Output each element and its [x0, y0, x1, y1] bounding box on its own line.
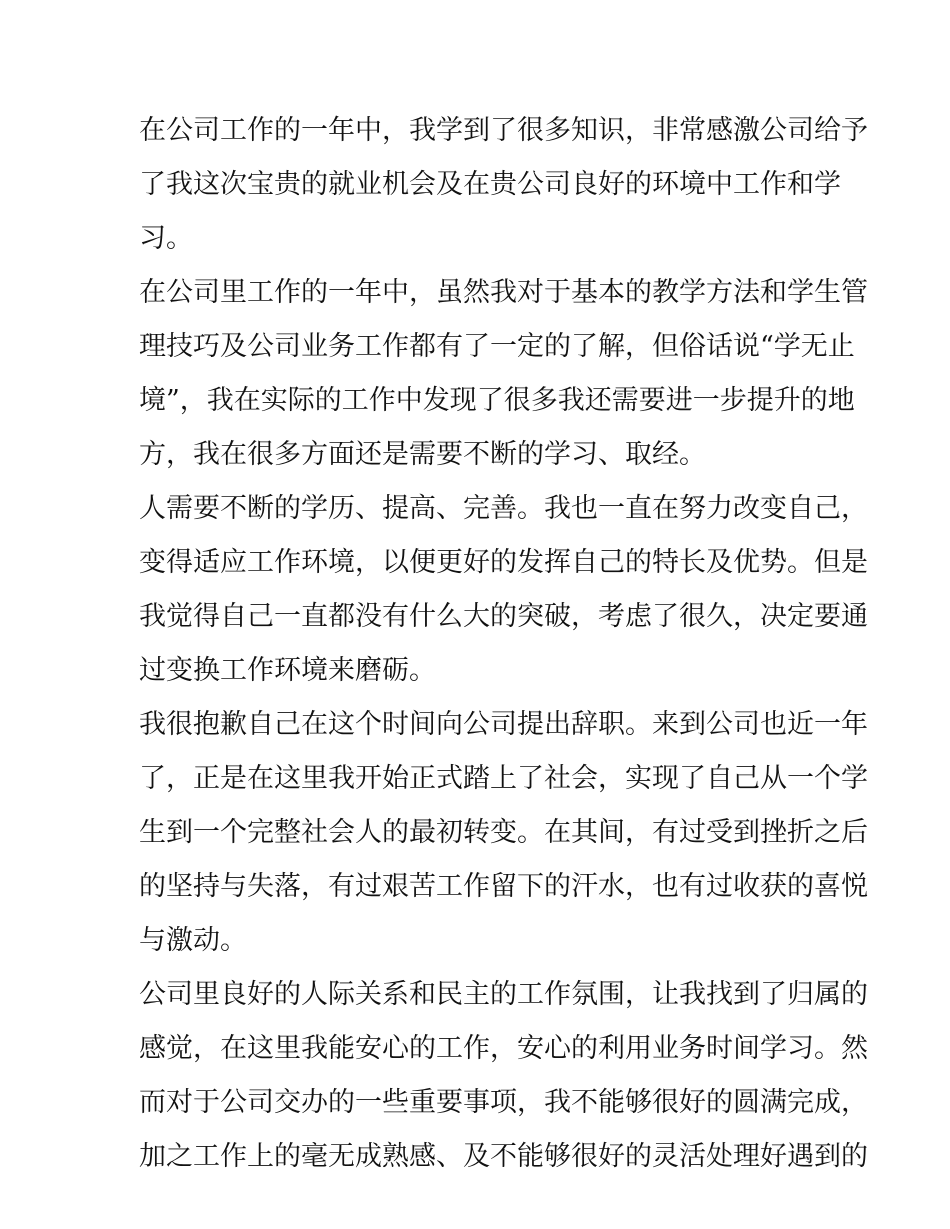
text-line: 我很抱歉自己在这个时间向公司提出辞职。来到公司也近一年 [139, 709, 868, 740]
text-line: 加之工作上的毫无成熟感、及不能够很好的灵活处理好遇到的 [139, 1141, 868, 1172]
paragraph [139, 968, 868, 1184]
text-line: 我觉得自己一直都没有什么大的突破，考虑了很久，决定要通 [139, 601, 868, 632]
text-line: 生到一个完整社会人的最初转变。在其间，有过受到挫折之后 [139, 817, 868, 848]
text-line: 的坚持与失落，有过艰苦工作留下的汗水，也有过收获的喜悦 [139, 871, 868, 902]
text-line: 变得适应工作环境，以便更好的发挥自己的特长及优势。但是 [139, 547, 868, 578]
text-line: 公司里良好的人际关系和民主的工作氛围，让我找到了归属的 [139, 979, 868, 1010]
text-line: 了我这次宝贵的就业机会及在贵公司良好的环境中工作和学 [139, 169, 841, 200]
text-line: 理技巧及公司业务工作都有了一定的了解，但俗话说“学无止 [139, 331, 855, 362]
text-line: 感觉，在这里我能安心的工作，安心的利用业务时间学习。然 [139, 1033, 868, 1064]
document-body [139, 104, 868, 1184]
text-line: 了，正是在这里我开始正式踏上了社会，实现了自己从一个学 [139, 763, 868, 794]
paragraph [139, 698, 868, 968]
text-line: 在公司工作的一年中，我学到了很多知识，非常感激公司给予 [139, 115, 868, 146]
text-line: 境”，我在实际的工作中发现了很多我还需要进一步提升的地 [139, 385, 855, 416]
text-line: 而对于公司交办的一些重要事项，我不能够很好的圆满完成， [139, 1087, 868, 1118]
paragraph [139, 266, 868, 482]
paragraph [139, 482, 868, 698]
paragraph [139, 104, 868, 266]
text-line: 在公司里工作的一年中，虽然我对于基本的教学方法和学生管 [139, 277, 868, 308]
text-line: 与激动。 [139, 925, 247, 956]
text-line: 习。 [139, 223, 193, 254]
text-line: 过变换工作环境来磨砺。 [139, 655, 436, 686]
text-line: 人需要不断的学历、提高、完善。我也一直在努力改变自己， [139, 493, 868, 524]
text-line: 方，我在很多方面还是需要不断的学习、取经。 [139, 439, 706, 470]
